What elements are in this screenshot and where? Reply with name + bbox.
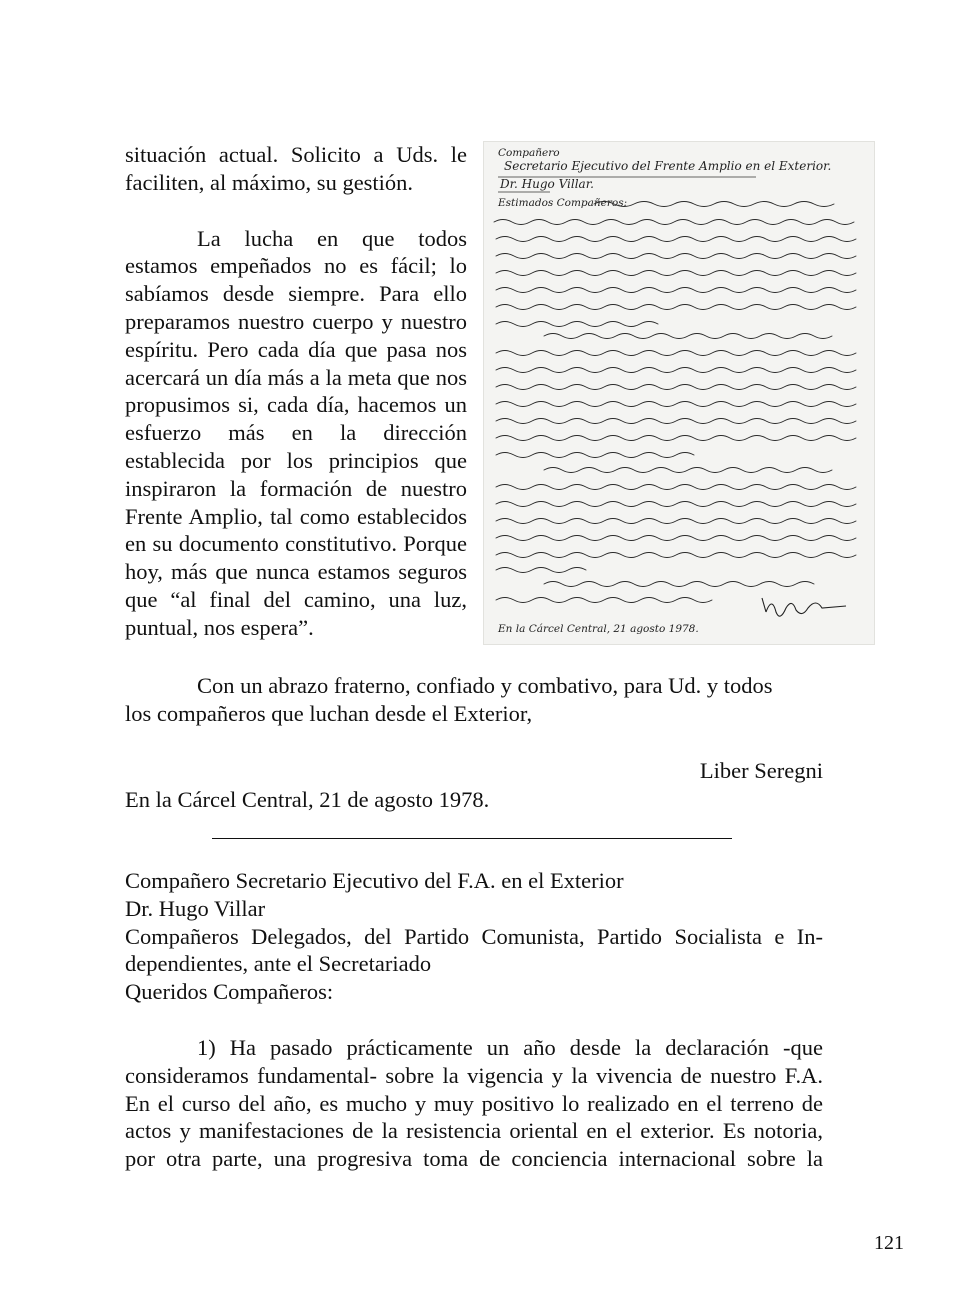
addressee-line-3b: dependientes, ante el Secretariado [125,951,432,977]
addressee-line-3a: Compañeros Delegados, del Partido Comunista, Partido Socialista e In- [125,923,823,949]
handwritten-header-2: Secretario Ejecutivo del Frente Amplio en el Exterior. [504,159,832,173]
handwritten-header-1: Compañero [498,147,560,159]
paragraph-struggle: La lucha en que todos estamos empeñados no es fácil; lo sabíamos desde siempre. Para ello preparamos nuestro cuerpo y nuestro espíritu. Pero cada día que pasa nos acercará un día más a la meta que nos propusimos si, cada día, hacemos un esfuerzo más en la dirección establecida por los principios que inspiraron la formación de nuestro Frente Amplio, tal como establecidos en su documento constitutivo. Porque hoy, más que nunca estamos seguros que “al final del camino, una luz, puntual, nos espera”. [125,225,467,640]
body-line-4: actos y manifestaciones de la resistencia oriental en el exterior. Es notoria, [125,1118,823,1144]
body-line-1: 1) Ha pasado prácticamente un año desde la declaración -que [197,1034,823,1060]
left-column-text [125,141,467,642]
salutation: Queridos Compañeros: [125,979,334,1005]
handwritten-salutation: Estimados Compañeros: [498,197,628,209]
handwritten-header-3: Dr. Hugo Villar. [500,177,594,191]
body-line-3: En el curso del año, es mucho y muy positivo lo realizado en el terreno de [125,1090,823,1116]
addressee-line-2: Dr. Hugo Villar [125,895,266,921]
closing-block [125,672,823,728]
body-line-2: consideramos fundamental- sobre la vigencia y la vivencia de nuestro F.A. [125,1062,823,1088]
closing-line-2: los compañeros que luchan desde el Exterior, [125,700,533,726]
signature-name: Liber Seregni [699,758,823,783]
addressee-line-1: Compañero Secretario Ejecutivo del F.A. en el Exterior [125,868,624,893]
second-letter [125,867,823,1173]
section-divider [212,838,732,839]
handwritten-letter-image [483,141,875,645]
closing-line-1: Con un abrazo fraterno, confiado y combativo, para Ud. y todos [197,673,773,698]
handwritten-closing: En la Cárcel Central, 21 agosto 1978. [498,623,699,635]
page-number: 121 [874,1232,904,1254]
paragraph-intro: situación actual. Solicito a Uds. le faciliten, al máximo, su gestión. [125,142,467,195]
body-line-5: por otra parte, una progresiva toma de conciencia internacional sobre la [125,1146,823,1172]
handwritten-signature [762,598,846,616]
place-date: En la Cárcel Central, 21 de agosto 1978. [125,787,490,812]
